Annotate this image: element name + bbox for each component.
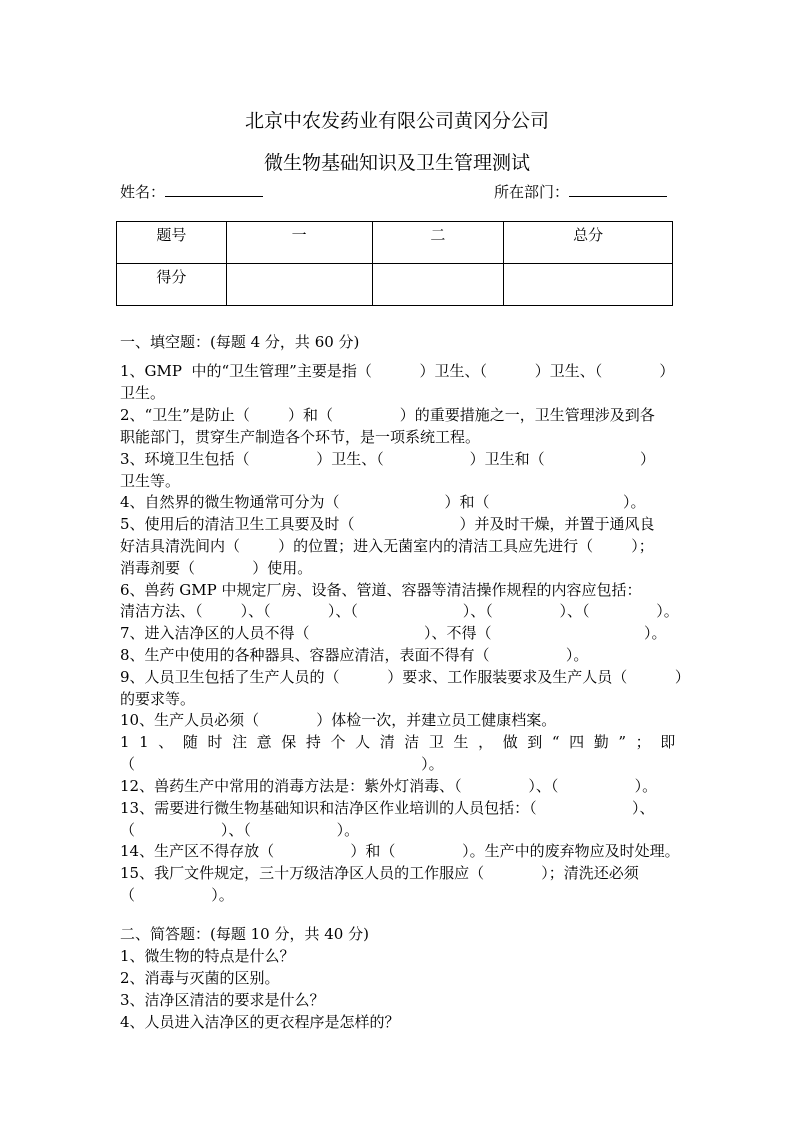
name-label: 姓名： [120,183,166,201]
header-cell-part2: 二 [372,222,504,264]
question-line: 职能部门，贯穿生产制造各个环节，是一项系统工程。 [120,428,481,446]
question-line: 卫生等。 [120,472,181,490]
question-line: 15、我厂文件规定，三十万级洁净区人员的工作服应（ ）；清洗还必须 [120,864,639,882]
question-line: 4、自然界的微生物通常可分为（ ）和（ ）。 [120,493,646,511]
question-line: 好洁具清洗间内（ ）的位置；进入无菌室内的清洁工具应先进行（ ）； [120,537,654,555]
table-row [117,264,673,306]
section1-heading: 一、填空题：(每题 4 分，共 60 分) [120,333,360,351]
header-cell-number: 题号 [117,222,227,264]
section2-heading: 二、简答题：(每题 10 分，共 40 分) [120,925,369,943]
score-row-label: 得分 [117,264,227,306]
question-line: 5、使用后的清洁卫生工具要及时（ ）并及时干燥，并置于通风良 [120,515,655,533]
score-table [116,221,673,306]
question-line: 8、生产中使用的各种器具、容器应清洁，表面不得有（ ）。 [120,646,589,664]
test-title: 微生物基础知识及卫生管理测试 [263,152,530,174]
question-line: 3、环境卫生包括（ ）卫生、（ ）卫生和（ ） [120,450,655,468]
question-line: 11、随时注意保持个人清洁卫生，做到“四勤”；即 [120,733,685,751]
short-answer-question: 4、人员进入洁净区的更衣程序是怎样的？ [120,1013,400,1031]
question-line: 消毒剂要（ ）使用。 [120,559,313,577]
dept-field [494,181,667,202]
header-cell-total: 总分 [504,222,673,264]
question-line: 7、进入洁净区的人员不得（ ）、不得（ ）。 [120,624,667,642]
score-cell [226,264,372,306]
dept-blank [569,181,667,197]
question-line: 14、生产区不得存放（ ）和（ ）。生产中的废弃物应及时处理。 [120,842,680,860]
dept-label: 所在部门： [494,183,570,201]
question-line: （ ）。 [120,886,234,904]
name-blank [165,181,263,197]
short-answer-question: 2、消毒与灭菌的区别。 [120,969,280,987]
table-row [117,222,673,264]
question-line: 的要求等。 [120,690,196,708]
question-line: 13、需要进行微生物基础知识和洁净区作业培训的人员包括：（ ）、 [120,799,655,817]
question-line: 清洁方法、（ ）、（ ）、（ ）、（ ）、（ ）。 [120,602,679,620]
header-cell-part1: 一 [226,222,372,264]
question-line: （ ）、（ ）。 [120,821,360,839]
question-line: 6、兽药 GMP 中规定厂房、设备、管道、容器等清洁操作规程的内容应包括： [120,581,642,599]
question-line: 12、兽药生产中常用的消毒方法是：紫外灯消毒、（ ）、（ ）。 [120,777,658,795]
score-cell [372,264,504,306]
question-line: 1、GMP 中的“卫生管理”主要是指（ ）卫生、（ ）卫生、（ ） [120,362,675,380]
question-line: 10、生产人员必须（ ）体检一次，并建立员工健康档案。 [120,711,557,729]
name-field [120,181,263,202]
question-line: 9、人员卫生包括了生产人员的（ ）要求、工作服装要求及生产人员（ ） [120,668,690,686]
question-line: 2、“卫生”是防止（ ）和（ ）的重要措施之一，卫生管理涉及到各 [120,406,655,424]
score-cell [504,264,673,306]
short-answer-question: 1、微生物的特点是什么？ [120,947,295,965]
short-answer-question: 3、洁净区清洁的要求是什么？ [120,991,325,1009]
company-title: 北京中农发药业有限公司黄冈分公司 [244,110,549,132]
question-line: 卫生。 [120,384,166,402]
question-line: （ ）。 [120,755,444,773]
